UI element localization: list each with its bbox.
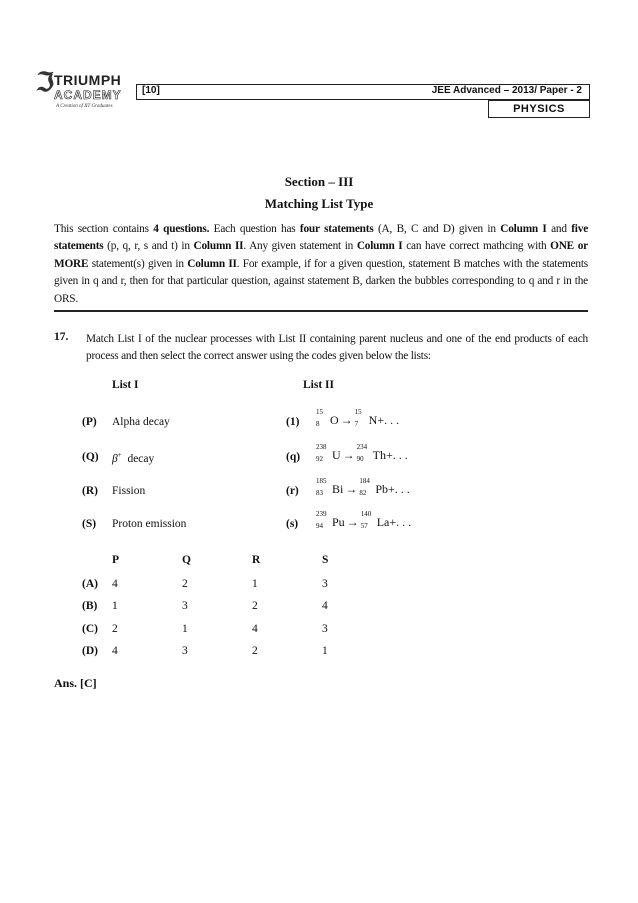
question-text: Match List I of the nuclear processes with List II containing parent nucleus and one of the end products of each process and then select the correct answer using the codes given below the lists: — [86, 333, 588, 363]
option-label-b: (B) — [82, 600, 98, 612]
triumph-academy-logo — [36, 66, 136, 126]
code-header-r: R — [252, 554, 261, 566]
subject-badge: PHYSICS — [488, 100, 590, 118]
logo-tagline: A Creation of IIT Graduates — [56, 104, 113, 109]
arrow-icon: → — [345, 481, 358, 496]
beta-sup: + — [117, 451, 122, 459]
option-b-r: 2 — [252, 600, 258, 612]
code-header-q: Q — [182, 554, 191, 566]
exam-label: JEE Advanced – 2013/ Paper - 2 — [431, 85, 582, 96]
code-header-p: P — [112, 554, 120, 566]
logo-name: TRIUMPH — [54, 72, 122, 88]
section-subtitle: Matching List Type — [264, 196, 374, 211]
list1-item-s: Proton emission — [112, 518, 187, 530]
section-instructions: This section contains 4 questions. Each question has four statements (A, B, C and D) given in Column I and five statements (p, q, r, s and t) in Column II. Any given statement in Column I can have correct mathcing with ONE or MORE statement(s) given in Column II. For example, if for a given question, statement B matches with the statements given in q and r, then for that particular question, against statement B, darken the bubbles corresponding to q and r in the ORS. — [54, 223, 589, 305]
option-label-a: (A) — [82, 578, 98, 590]
list1-heading: List I — [112, 379, 139, 391]
option-d-s: 1 — [322, 645, 328, 657]
list1-item-q-text: decay — [127, 452, 155, 465]
list1-label-p: (P) — [82, 416, 97, 428]
option-c-s: 3 — [322, 623, 328, 635]
list2-label-s: (s) — [286, 518, 299, 530]
option-c-r: 4 — [252, 623, 258, 635]
beta-symbol: β — [112, 452, 118, 465]
arrow-icon: → — [340, 412, 353, 427]
code-header-s: S — [322, 554, 329, 566]
option-a-r: 1 — [252, 578, 258, 590]
option-c-q: 1 — [182, 623, 188, 635]
list1-item-q — [112, 451, 154, 465]
option-label-c: (C) — [82, 623, 98, 635]
list2-item-1: 15 8 O → 15 7 N+. . . — [316, 408, 400, 428]
arrow-icon: → — [346, 514, 359, 529]
arrow-icon: → — [342, 447, 355, 462]
option-d-r: 2 — [252, 645, 258, 657]
logo-emblem-icon: ℑ — [36, 68, 55, 98]
option-b-p: 1 — [112, 600, 118, 612]
logo-sub: ACADEMY — [54, 88, 122, 102]
list2-heading: List II — [303, 379, 334, 391]
option-a-s: 3 — [322, 578, 328, 590]
list1-item-p: Alpha decay — [112, 416, 170, 428]
list2-label-1: (1) — [286, 416, 300, 428]
section-divider — [54, 310, 588, 312]
option-b-q: 3 — [182, 600, 188, 612]
option-label-d: (D) — [82, 645, 98, 657]
list2-label-r: (r) — [286, 485, 299, 497]
option-a-q: 2 — [182, 578, 188, 590]
list1-label-r: (R) — [82, 485, 98, 497]
list2-item-r: 185 83 Bi → 184 82 Pb+. . . — [316, 477, 410, 497]
option-c-p: 2 — [112, 623, 118, 635]
list1-label-q: (Q) — [82, 451, 99, 463]
option-b-s: 4 — [322, 600, 328, 612]
section-title: Section – III — [284, 174, 354, 189]
list1-item-r: Fission — [112, 485, 146, 497]
list2-item-q: 238 92 U → 234 90 Th+. . . — [316, 443, 408, 463]
option-a-p: 4 — [112, 578, 118, 590]
list1-label-s: (S) — [82, 518, 97, 530]
option-d-q: 3 — [182, 645, 188, 657]
option-d-p: 4 — [112, 645, 118, 657]
answer: Ans. [C] — [54, 676, 97, 690]
question-number: 17. — [54, 331, 69, 343]
list2-label-q: (q) — [286, 451, 301, 463]
page-number: [10] — [142, 85, 160, 96]
list2-item-s: 239 94 Pu → 140 57 La+. . . — [316, 510, 412, 530]
